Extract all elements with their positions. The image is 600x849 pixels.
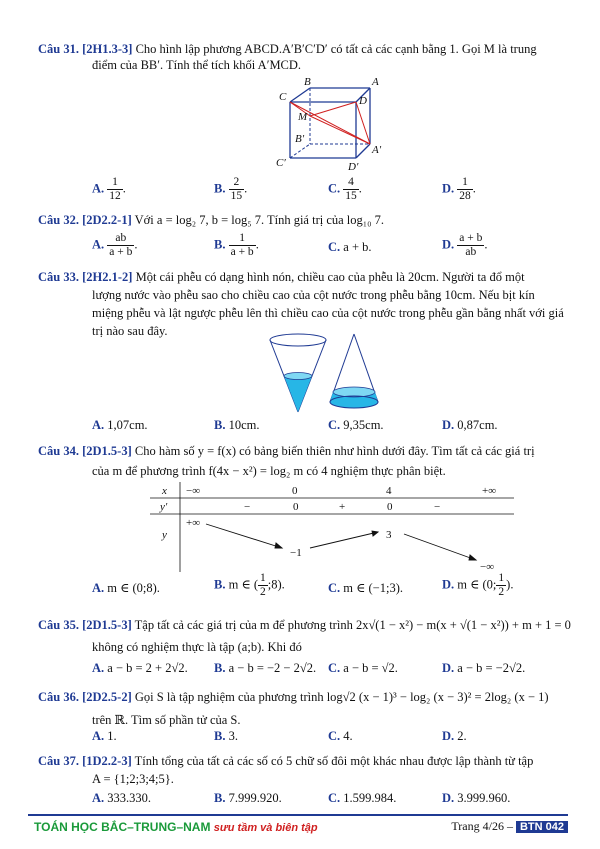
q33-option-b[interactable]: B. 10cm. xyxy=(214,418,260,432)
q36-text2: trên ℝ. Tìm số phần tử của S. xyxy=(92,713,241,727)
q34-line1 xyxy=(38,444,535,459)
question-text: Tập tất cả các giá trị của m để phương trình 2x√(1 − x²) − m(x + √(1 − x²)) + m + 1 = 0 xyxy=(134,618,571,632)
q35-text2: không có nghiệm thực là tập (a;b). Khi đó xyxy=(92,640,302,654)
q32-line1 xyxy=(38,213,384,228)
q36-line1 xyxy=(38,690,549,705)
question-text: Một cái phễu có dạng hình nón, chiều cao của phễu là 20cm. Người ta đổ một xyxy=(135,270,525,284)
q31-text2: điểm của BB′. Tính thể tích khối A′MCD. xyxy=(92,58,302,72)
x-val: 4 xyxy=(386,485,392,497)
yp-val: 0 xyxy=(387,501,393,513)
label-Dp: D′ xyxy=(348,161,359,173)
y-min: −1 xyxy=(290,547,302,559)
question-code: [2D1.5-3] xyxy=(82,618,132,632)
footer-badge: BTN 042 xyxy=(516,821,568,833)
q34-option-a[interactable]: A. m ∈ (0;8). xyxy=(92,581,160,595)
y-max: 3 xyxy=(386,529,392,541)
q37-option-a[interactable]: A. 333.330. xyxy=(92,791,152,805)
yp-val: − xyxy=(244,501,251,513)
q32-option-a[interactable]: A. $\frac{ab}{a + b}$ . xyxy=(92,232,138,258)
q35-option-b[interactable]: B. a − b = −2 − 2√2. xyxy=(214,661,317,675)
footer-divider xyxy=(28,814,568,816)
label-C: C xyxy=(279,91,287,103)
cube-figure xyxy=(276,74,386,174)
question-number: Câu 31. xyxy=(38,42,79,56)
q32-option-c[interactable]: C. a + b. xyxy=(328,240,372,254)
q35-option-c[interactable]: C. a − b = √2. xyxy=(328,661,398,675)
q31-line1 xyxy=(38,42,537,57)
y-start: +∞ xyxy=(186,517,201,529)
question-number: Câu 35. xyxy=(38,618,79,632)
q31-option-a[interactable]: A. $\frac{1}{12}$ . xyxy=(92,176,126,202)
question-number: Câu 33. xyxy=(38,270,79,284)
question-text: Cho hình lập phương ABCD.A′B′C′D′ có tất cả các cạnh bằng 1. Gọi M là trung xyxy=(135,42,537,56)
x-val: −∞ xyxy=(186,485,201,497)
label-A: A xyxy=(372,76,379,88)
q36-option-c[interactable]: C. 4. xyxy=(328,729,353,743)
q33-option-d[interactable]: D. 0,87cm. xyxy=(442,418,498,432)
x-val: 0 xyxy=(292,485,298,497)
q33-option-a[interactable]: A. 1,07cm. xyxy=(92,418,148,432)
q33-text2: lượng nước vào phễu sao cho chiều cao của cột nước trong phễu bằng 10cm. Nếu bịt kín xyxy=(92,288,535,302)
label-D: D xyxy=(359,95,367,107)
q33-text4: trị nào sau đây. xyxy=(92,324,168,338)
funnel-figure xyxy=(262,332,422,418)
variation-table xyxy=(146,482,516,574)
question-text: Cho hàm số y = f(x) có bảng biến thiên như hình dưới đây. Tìm tất cả các giá trị xyxy=(134,444,535,458)
table-y-label: y xyxy=(162,529,167,541)
q31-option-b[interactable]: B. $\frac{2}{15}$ . xyxy=(214,176,248,202)
question-code: [2H2.1-2] xyxy=(82,270,133,284)
q36-option-d[interactable]: D. 2. xyxy=(442,729,467,743)
table-x-label: x xyxy=(162,485,167,497)
q37-text2: A = {1;2;3;4;5}. xyxy=(92,772,174,786)
question-text: Gọi S là tập nghiệm của phương trình log√2 (x − 1)³ − log₂ (x − 3)² = 2log₂ (x − 1) xyxy=(134,690,549,704)
question-number: Câu 37. xyxy=(38,754,79,768)
question-code: [2H1.3-3] xyxy=(82,42,133,56)
q37-line1 xyxy=(38,754,533,769)
table-yp-label: y′ xyxy=(160,501,168,513)
label-Ap: A′ xyxy=(372,144,382,156)
q34-text2: của m để phương trình f(4x − x²) = log₂ m có 4 nghiệm thực phân biệt. xyxy=(92,464,446,478)
question-code: [2D1.5-3] xyxy=(82,444,132,458)
q32-option-d[interactable]: D. $\frac{a + b}{ab}$ . xyxy=(442,232,488,258)
q37-option-c[interactable]: C. 1.599.984. xyxy=(328,791,397,805)
question-code: [2D2.2-1] xyxy=(82,213,132,227)
footer-page: Trang 4/26 – BTN 042 xyxy=(451,819,568,834)
question-code: [2D2.5-2] xyxy=(82,690,132,704)
q33-option-c[interactable]: C. 9,35cm. xyxy=(328,418,384,432)
q31-option-d[interactable]: D. $\frac{1}{28}$ . xyxy=(442,176,476,202)
q34-option-b[interactable]: B. m ∈ ( $\frac{1}{2}$ ;8). xyxy=(214,572,285,598)
question-text: Với a = log₂ 7, b = log₅ 7. Tính giá trị của log₁₀ 7. xyxy=(134,213,384,227)
y-end: −∞ xyxy=(480,561,495,573)
q35-option-a[interactable]: A. a − b = 2 + 2√2. xyxy=(92,661,188,675)
q33-text3: miệng phễu và lật ngược phễu lên thì chiều cao của cột nước trong phễu gần bằng nhất với giá xyxy=(92,306,564,320)
question-number: Câu 34. xyxy=(38,444,79,458)
q35-option-d[interactable]: D. a − b = −2√2. xyxy=(442,661,526,675)
label-B: B xyxy=(304,76,311,88)
label-Cp: C′ xyxy=(276,157,286,169)
yp-val: + xyxy=(339,501,346,513)
q31-option-c[interactable]: C. $\frac{4}{15}$ . xyxy=(328,176,362,202)
yp-val: 0 xyxy=(293,501,299,513)
question-code: [1D2.2-3] xyxy=(82,754,132,768)
x-val: +∞ xyxy=(482,485,497,497)
q37-option-b[interactable]: B. 7.999.920. xyxy=(214,791,282,805)
q36-option-a[interactable]: A. 1. xyxy=(92,729,117,743)
label-Bp: B′ xyxy=(295,133,305,145)
q34-option-c[interactable]: C. m ∈ (−1;3). xyxy=(328,581,403,595)
q33-line1 xyxy=(38,270,525,285)
q32-option-b[interactable]: B. $\frac{1}{a + b}$ . xyxy=(214,232,259,258)
q35-line1 xyxy=(38,618,571,633)
q34-option-d[interactable]: D. m ∈ (0; $\frac{1}{2}$ ). xyxy=(442,572,514,598)
question-text: Tính tổng của tất cả các số có 5 chữ số đôi một khác nhau được lập thành từ tập xyxy=(134,754,534,768)
yp-val: − xyxy=(434,501,441,513)
label-M: M xyxy=(298,111,308,123)
q37-option-d[interactable]: D. 3.999.960. xyxy=(442,791,511,805)
question-number: Câu 36. xyxy=(38,690,79,704)
footer-brand: TOÁN HỌC BẮC–TRUNG–NAM sưu tầm và biên tập xyxy=(34,820,318,834)
question-number: Câu 32. xyxy=(38,213,79,227)
q36-option-b[interactable]: B. 3. xyxy=(214,729,238,743)
